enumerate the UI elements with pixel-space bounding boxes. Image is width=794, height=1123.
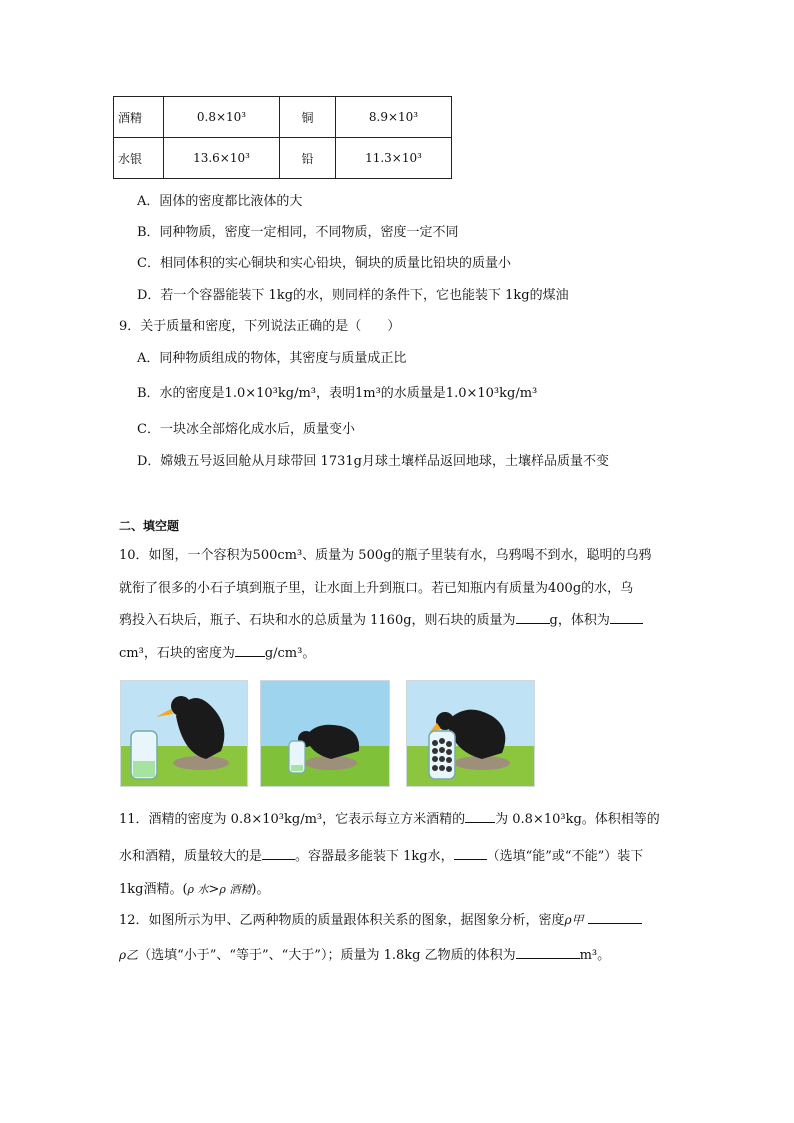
q11-text: > [208,882,220,897]
table-cell: 13.6×10³ [164,138,280,179]
q11-text: 1kg酒精。( [119,882,188,897]
crow-picture-3 [406,680,535,787]
table-cell: 8.9×10³ [336,97,452,138]
answer-blank[interactable] [516,946,580,959]
q11-line-2 [119,845,643,864]
section-title: 二、填空题 [119,519,180,533]
q11-text: )。 [251,882,270,897]
answer-blank[interactable] [454,847,487,860]
table-row [114,138,452,179]
answer-blank[interactable] [235,644,265,657]
q9-option-a: A．同种物质组成的物体，其密度与质量成正比 [137,351,407,366]
rho-yi: ρ乙 [119,948,139,962]
q9-option-b: B．水的密度是1.0×10³kg/m³，表明1m³的水质量是1.0×10³kg/m³ [137,386,538,401]
answer-blank[interactable] [465,810,495,823]
q10-text: 鸦投入石块后，瓶子、石块和水的总质量为 1160g，则石块的质量为 [119,613,516,628]
table-row [114,97,452,138]
table-cell: 0.8×10³ [164,97,280,138]
crow-picture-2 [260,680,390,787]
q9-option-c: C．一块冰全部熔化成水后，质量变小 [137,422,355,437]
answer-blank[interactable] [516,611,550,624]
density-table [113,96,452,179]
q8-option-c: C．相同体积的实心铜块和实心铅块，铜块的质量比铅块的质量小 [137,256,511,271]
q11-text: 11．酒精的密度为 0.8×10³kg/m³，它表示每立方米酒精的 [119,812,466,827]
table-cell: 铜 [280,97,336,138]
q11-line-1 [119,808,660,827]
q8-option-a: A．固体的密度都比液体的大 [137,194,303,209]
q11-text: （选填“能”或“不能”）装下 [486,849,644,864]
table-cell: 酒精 [114,97,164,138]
answer-blank[interactable] [262,847,295,860]
q10-line-1: 10．如图，一个容积为500cm³、质量为 500g的瓶子里装有水，乌鸦喝不到水，聪明的乌鸦 [119,548,652,563]
q12-text: （选填“小于”、“等于”、“大于”）；质量为 1.8kg 乙物质的体积为 [138,948,516,963]
q11-text: 。容器最多能装下 1kg水， [295,849,454,864]
q10-text: cm³，石块的密度为 [119,646,235,661]
q8-option-d: D．若一个容器能装下 1kg的水，则同样的条件下，它也能装下 1kg的煤油 [137,288,569,303]
q11-text: 水和酒精，质量较大的是 [119,849,263,864]
table-cell: 铅 [280,138,336,179]
q10-line-3 [119,609,643,628]
table-cell: 11.3×10³ [336,138,452,179]
table-cell: 水银 [114,138,164,179]
q12-text: 12．如图所示为甲、乙两种物质的质量跟体积关系的图象，据图象分析，密度 [119,913,565,928]
q11-text: 为 0.8×10³kg。体积相等的 [495,812,660,827]
q10-text: g，体积为 [549,613,610,628]
q9-stem: 9．关于质量和密度，下列说法正确的是（ ） [119,319,401,334]
q10-line-2: 就衔了很多的小石子填到瓶子里，让水面上升到瓶口。若已知瓶内有质量为400g的水，乌 [119,581,634,596]
answer-blank[interactable] [588,911,642,924]
q12-text: m³。 [579,948,611,963]
q9-option-d: D．嫦娥五号返回舱从月球带回 1731g月球土壤样品返回地球，土壤样品质量不变 [137,454,609,469]
rho-alcohol: ρ 酒精 [219,883,252,896]
q12-line-1 [119,909,642,928]
rho-water: ρ 水 [187,883,209,896]
rho-jia: ρ甲 [564,913,584,927]
answer-blank[interactable] [610,611,643,624]
q12-line-2 [119,944,610,963]
q10-text: g/cm³。 [264,646,316,661]
crow-picture-1 [120,680,248,787]
q10-line-4 [119,642,315,661]
q11-line-3 [119,878,269,897]
q8-option-b: B．同种物质，密度一定相同，不同物质，密度一定不同 [137,225,459,240]
